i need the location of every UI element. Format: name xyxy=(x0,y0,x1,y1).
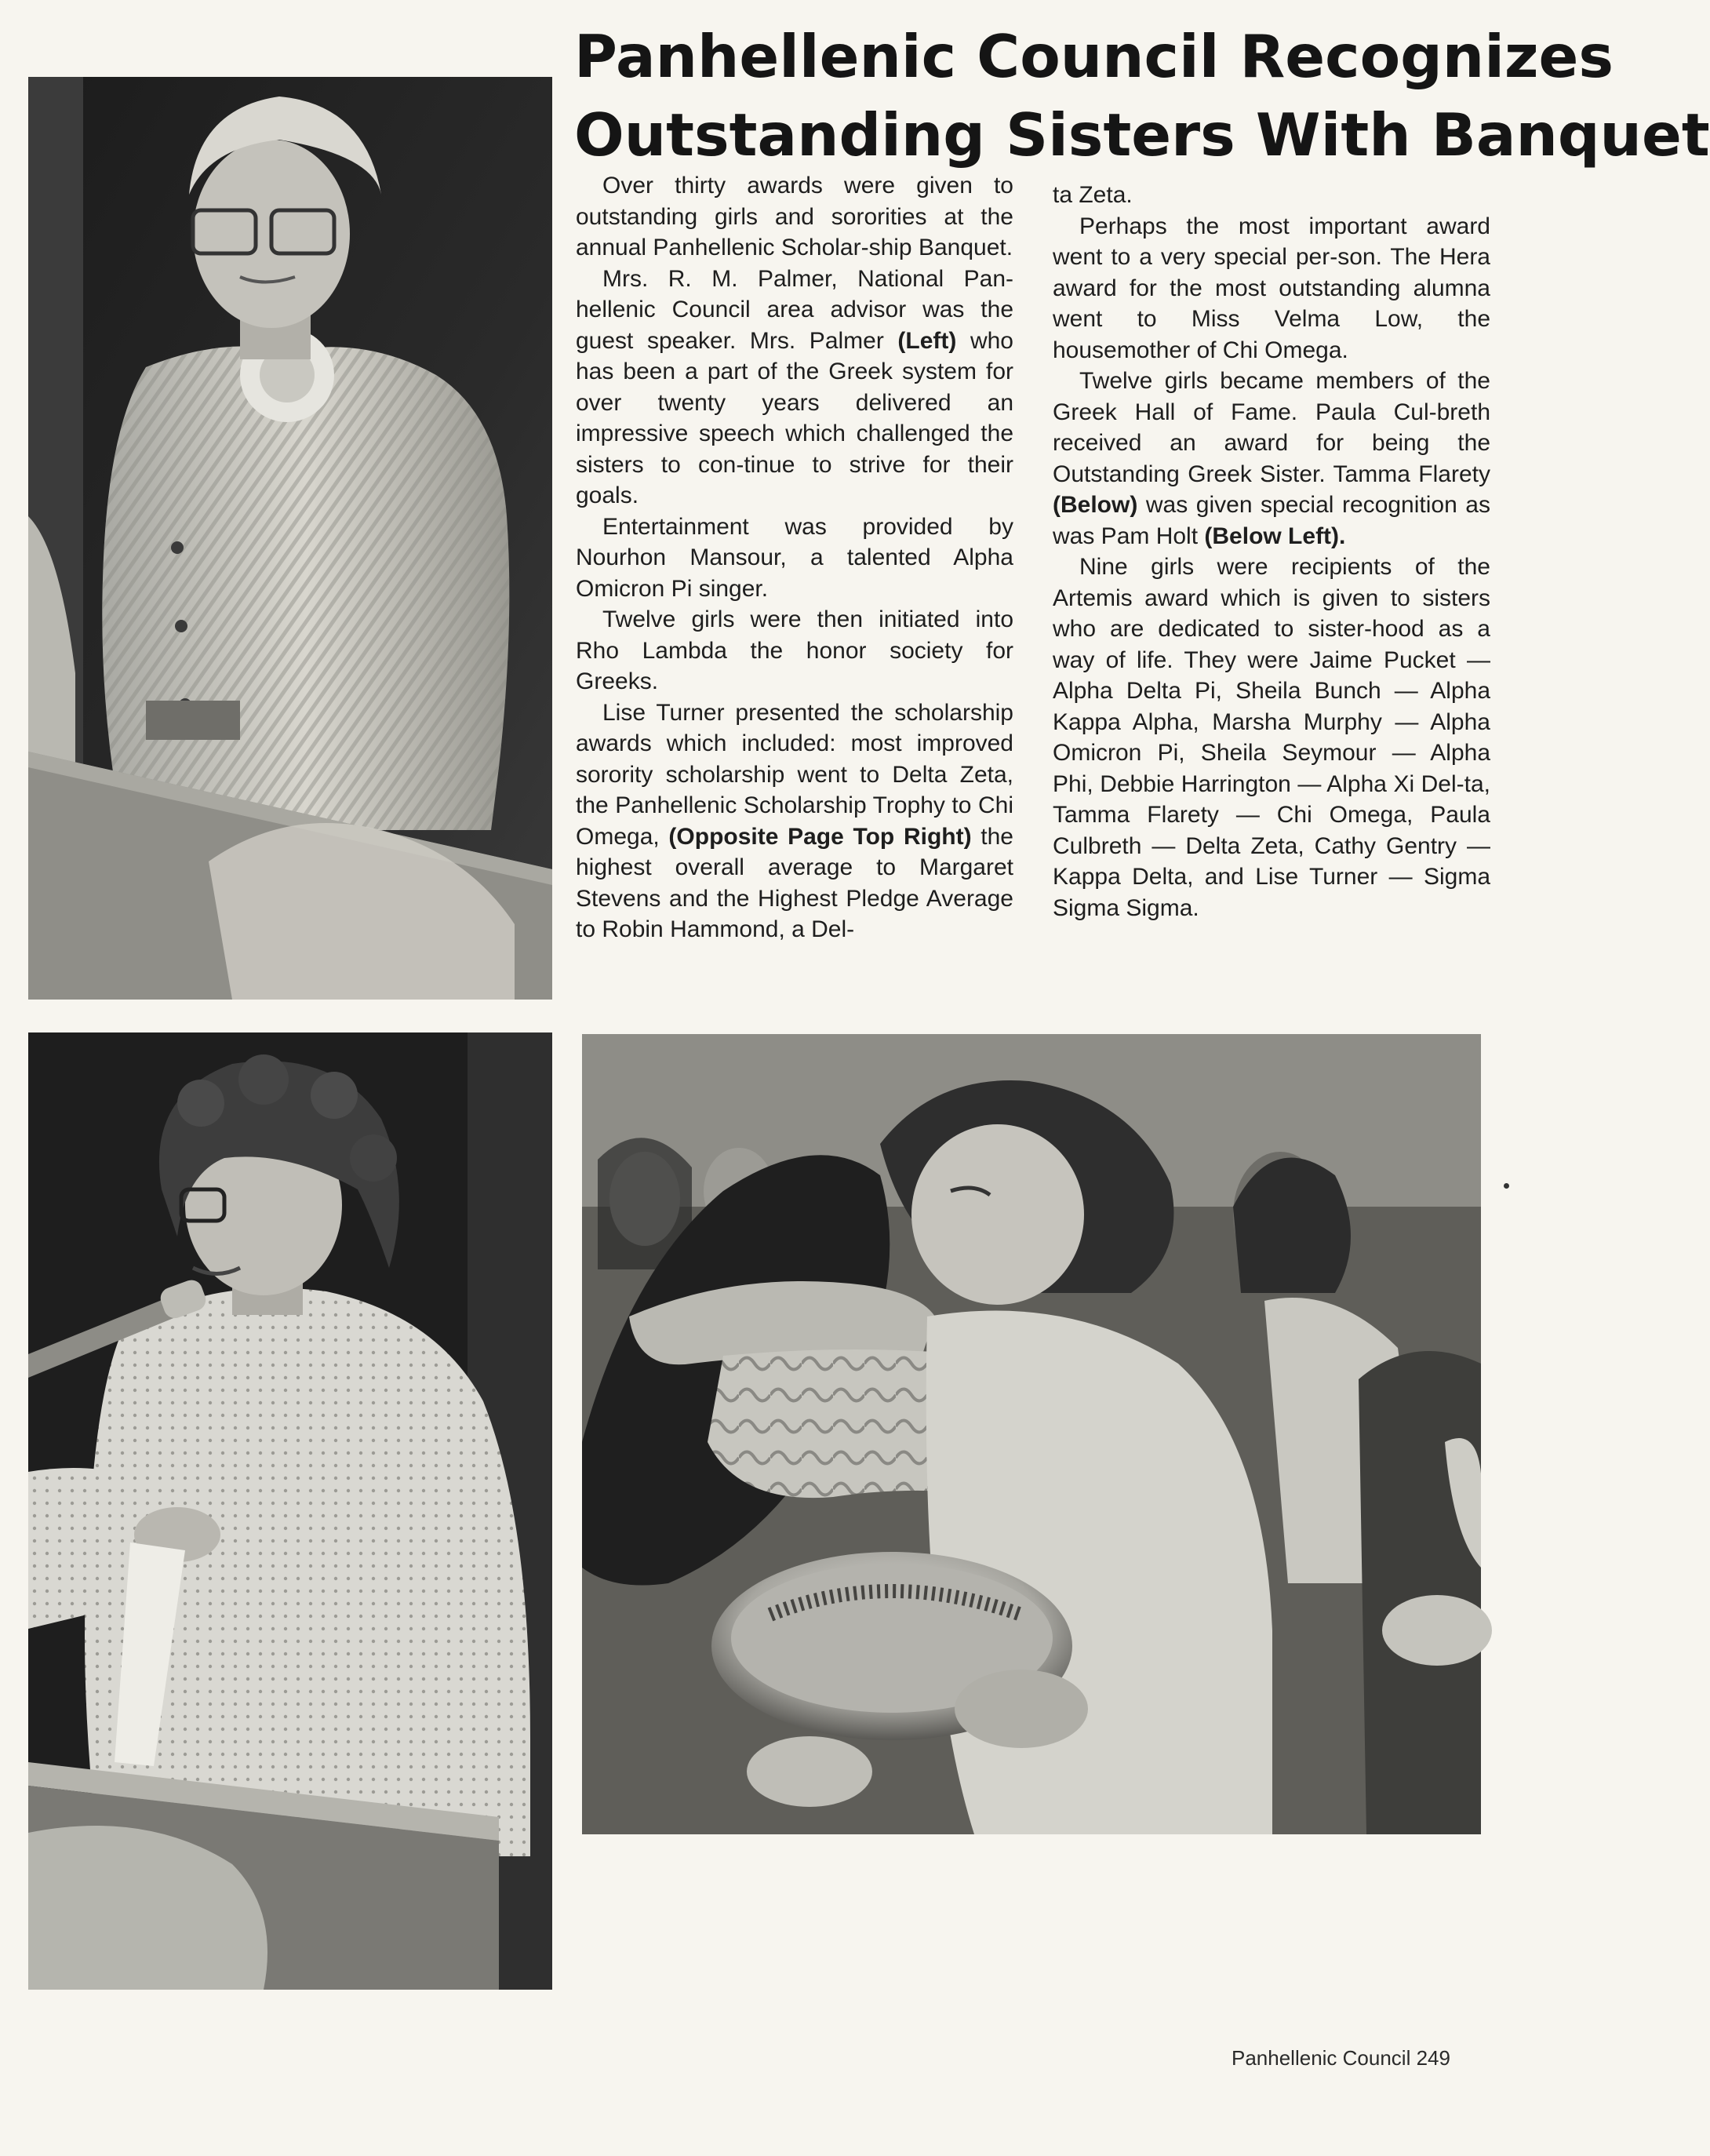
paragraph-scholarship-awards: Lise Turner presented the scholarship awards which included: most improved sorority scholarship went to Delta Zeta, the Panhellenic Scholarship Trophy to Chi Omega, (Opposite Page Top Right) the highest overall average to Margaret Stevens and the Highest Pledge Average to Robin Hammond, a Del- xyxy=(576,699,1013,942)
paragraph-palmer: Mrs. R. M. Palmer, National Pan-hellenic Council area advisor was the guest speaker. Mrs. Palmer (Left) who has been a part of the Greek system for over twenty years delivered an impressive speech which challenged the sisters to con-tinue to strive for their goals. xyxy=(576,265,1013,508)
photo-mrs-palmer xyxy=(28,77,552,1000)
paragraph-rho-lambda: Twelve girls were then initiated into Rho Lambda the honor society for Greeks. xyxy=(576,606,1013,694)
paragraph-intro: Over thirty awards were given to outstanding girls and sororities at the annual Panhellenic Scholar-ship Banquet. xyxy=(576,173,1013,260)
photo-reference-below: (Below) xyxy=(1053,492,1138,518)
print-speck xyxy=(1504,1183,1509,1189)
page-folio: Panhellenic Council 249 xyxy=(1232,2046,1450,2070)
photo-trophy-embrace xyxy=(582,1034,1481,1834)
photo-reference-left: (Left) xyxy=(897,327,957,354)
article-column-right xyxy=(1053,180,1490,923)
headline-line-2: Outstanding Sisters With Banquet xyxy=(574,100,1710,169)
paragraph-hall-of-fame: Twelve girls became members of the Greek Hall of Fame. Paula Cul-breth received an award for being the Outstanding Greek Sister. Tamma Flarety (Below) was given special recognition as was Pam Holt (Below Left). xyxy=(1053,368,1490,549)
paragraph-entertainment: Entertainment was provided by Nourhon Mansour, a talented Alpha Omicron Pi singer. xyxy=(576,513,1013,602)
page-headline xyxy=(574,17,1710,174)
headline-line-1: Panhellenic Council Recognizes xyxy=(574,22,1614,91)
paragraph-artemis-award: Nine girls were recipients of the Artemis award which is given to sisters who are dedicated to sister-hood as a way of life. They were Jaime Pucket — Alpha Delta Pi, Sheila Bunch — Alpha Kappa Alpha, Marsha Murphy — Alpha Omicron Pi, Sheila Seymour — Alpha Phi, Debbie Harrington — Alpha Xi Del-ta, Tamma Flarety — Chi Omega, Paula Culbreth — Delta Zeta, Cathy Gentry — Kappa Delta, and Lise Turner — Sigma Sigma Sigma. xyxy=(1053,554,1490,921)
photo-reference-opposite-page: (Opposite Page Top Right) xyxy=(668,823,972,850)
article-column-left xyxy=(576,170,1013,945)
photo-reference-below-left: (Below Left). xyxy=(1204,523,1346,549)
photo-speaker-at-microphone xyxy=(28,1032,552,1990)
paragraph-continuation: ta Zeta. xyxy=(1053,182,1133,208)
paragraph-hera-award: Perhaps the most important award went to a very special per-son. The Hera award for the most outstanding alumna went to Miss Velma Low, the housemother of Chi Omega. xyxy=(1053,213,1490,363)
